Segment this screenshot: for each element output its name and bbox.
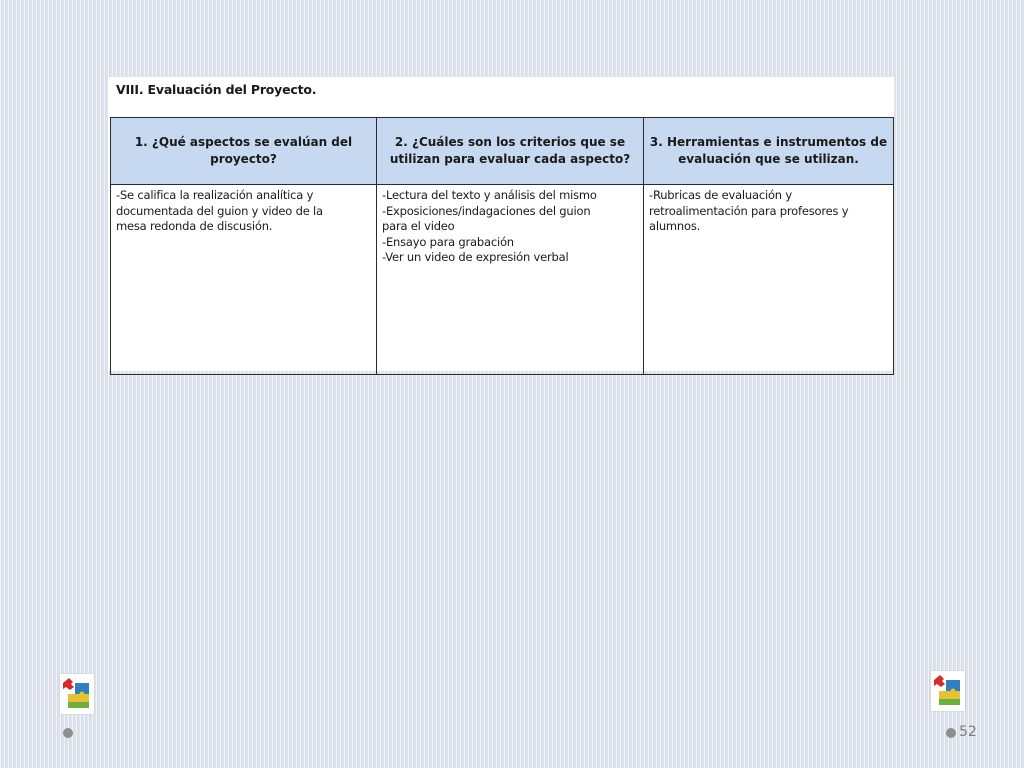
table-row (111, 185, 894, 375)
slide-content-panel (108, 77, 894, 371)
cell-line: para el video (382, 219, 455, 233)
header-criteria (377, 118, 644, 185)
cell-line: -Ver un video de expresión verbal (382, 250, 569, 264)
header-text: 2. ¿Cuáles son los criterios que se utilizan (389, 135, 626, 166)
header-text: 1. ¿Qué aspectos se evalúan del (134, 135, 353, 149)
cell-line: -Lectura del texto y análisis del mismo (382, 188, 597, 202)
header-aspects (111, 118, 377, 185)
cell-line: -Exposiciones/indagaciones del guion (382, 203, 591, 218)
page-number: 52 (959, 724, 977, 740)
puzzle-logo-icon (60, 674, 94, 714)
cell-line: mesa redonda de discusión. (116, 219, 273, 233)
header-text: 3. Herramientas e instrumentos de (649, 135, 888, 149)
cell-line: documentada del guion y video de la (116, 203, 323, 218)
puzzle-logo-icon (931, 671, 965, 711)
header-tools (644, 118, 894, 185)
cell-criteria (377, 185, 644, 375)
cell-line: retroalimentación para profesores y (649, 203, 849, 218)
table-header-row (111, 118, 894, 185)
evaluation-table (110, 117, 894, 375)
bullet-dot-icon (63, 728, 73, 738)
header-text: evaluación que se utilizan. (678, 152, 859, 166)
header-text: para evaluar cada aspecto? (444, 152, 631, 166)
cell-tools (644, 185, 894, 375)
cell-line: -Ensayo para grabación (382, 234, 514, 249)
cell-line: -Rubricas de evaluación y (649, 188, 792, 202)
bullet-dot-icon (946, 728, 956, 738)
cell-line: -Se califica la realización analítica y (116, 188, 314, 202)
header-text: proyecto? (210, 152, 277, 166)
cell-line: alumnos. (649, 219, 701, 233)
section-title: VIII. Evaluación del Proyecto. (116, 82, 317, 97)
cell-aspects (111, 185, 377, 375)
